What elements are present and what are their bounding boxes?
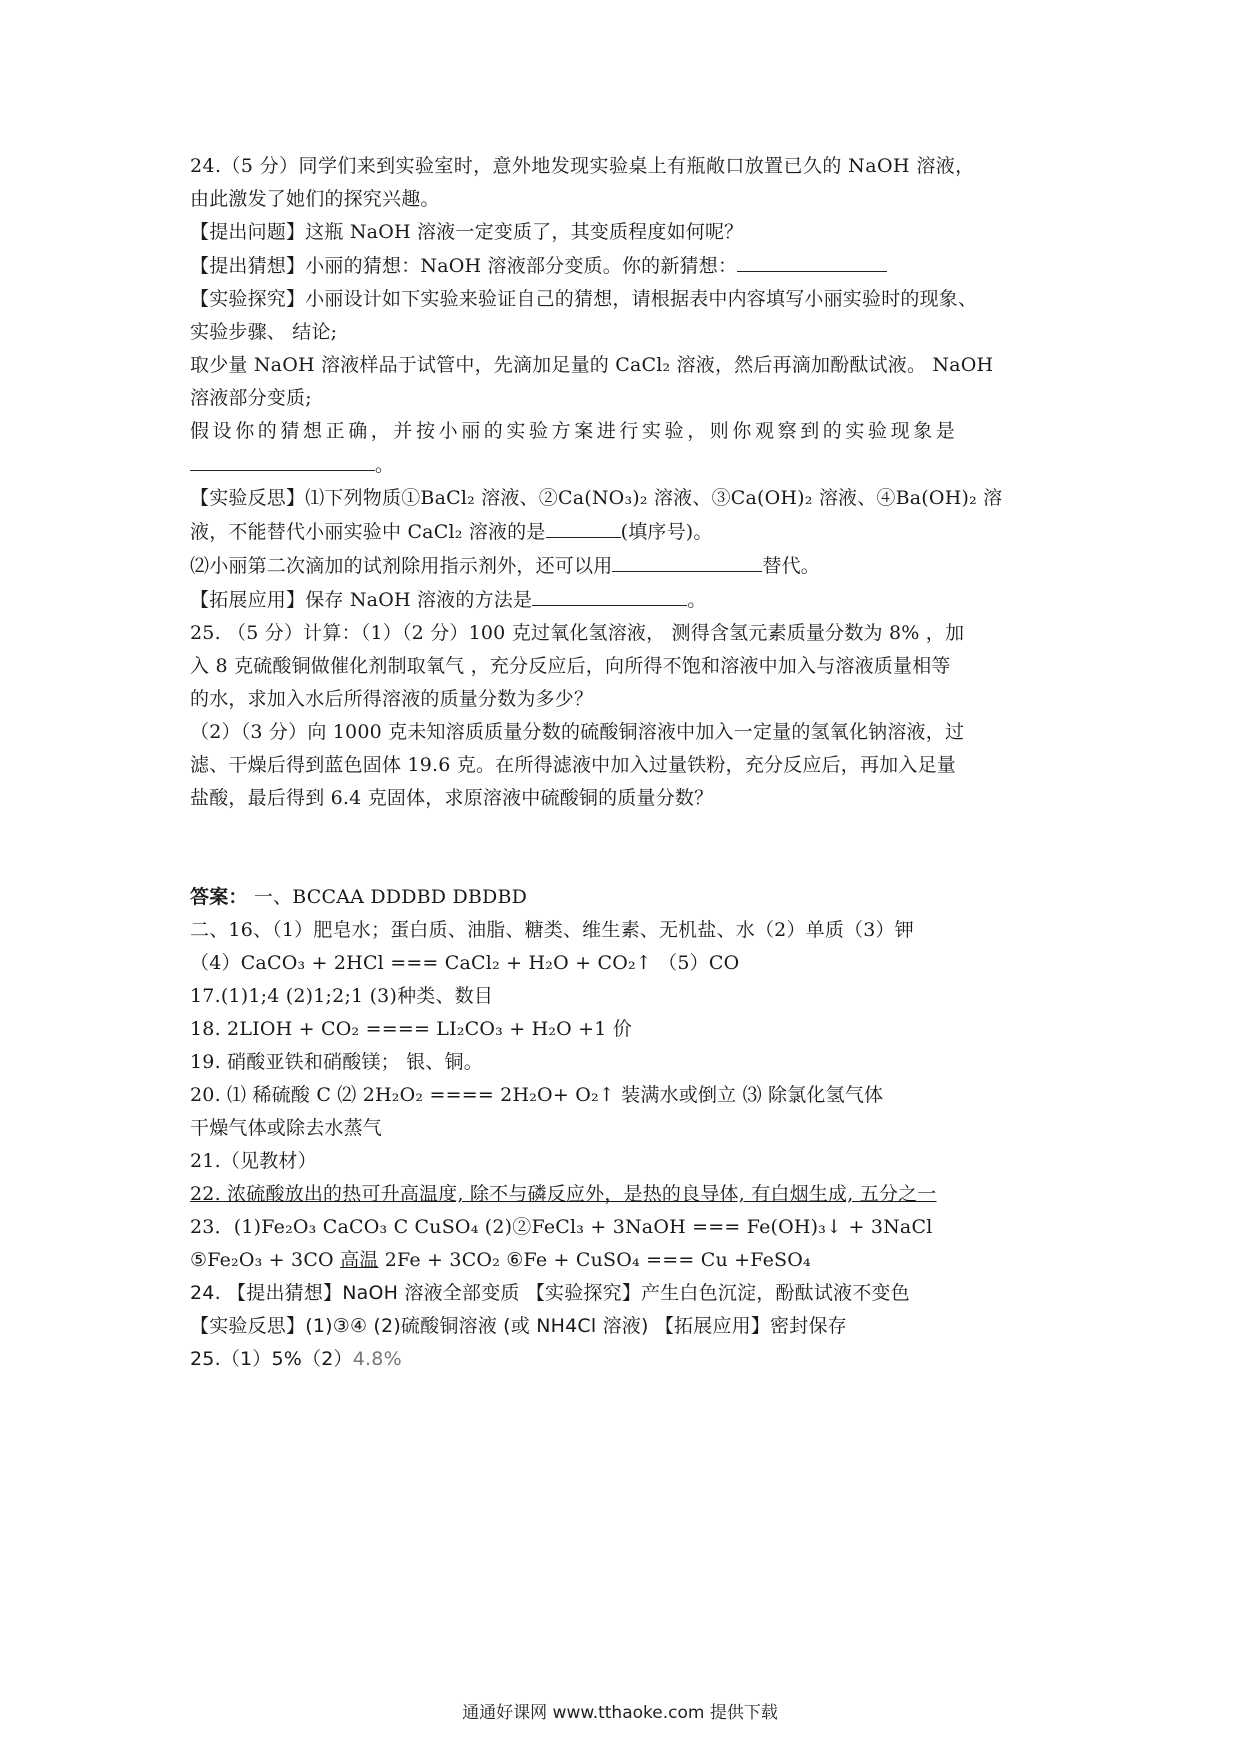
answer-text: 2Fe + 3CO₂ ⑥Fe + CuSO₄ === Cu +FeSO₄ [378,1249,811,1271]
answer-line: 19. 硝酸亚铁和硝酸镁； 银、铜。 [190,1051,483,1073]
answer-text: ⑤Fe₂O₃ + 3CO [190,1249,341,1271]
answer-line: 二、16、（1）肥皂水；蛋白质、油脂、糖类、维生素、无机盐、水（2）单质（3）钾 [190,919,914,941]
q25-line: 滤、干燥后得到蓝色固体 19.6 克。在所得滤液中加入过量铁粉，充分反应后，再加入足量 [190,754,956,776]
answer-line: 20. ⑴ 稀硫酸 C ⑵ 2H₂O₂ ==== 2H₂O+ O₂↑ 装满水或倒立 ⑶ 除氯化氢气体 [190,1084,884,1106]
q24-line: 24.（5 分）同学们来到实验室时，意外地发现实验桌上有瓶敞口放置已久的 NaOH 溶液， [190,155,975,177]
q24-text: 。 [375,454,395,476]
answer-blank[interactable] [532,583,687,606]
question-25 [190,617,1070,815]
q24-text: 【拓展应用】保存 NaOH 溶液的方法是 [190,589,533,611]
answer-line: 24. 【提出猜想】NaOH 溶液全部变质 【实验探究】产生白色沉淀，酚酞试液不变色 [190,1282,910,1304]
q24-line: 由此激发了她们的探究兴趣。 [190,188,440,210]
answer-line: 17.(1)1;4 (2)1;2;1 (3)种类、数目 [190,985,494,1007]
answer-text: 25.（1）5%（2） [190,1348,353,1370]
document-body [190,150,1070,1376]
q24-line: 取少量 NaOH 溶液样品于试管中，先滴加足量的 CaCl₂ 溶液，然后再滴加酚酞试液。 NaOH [190,354,994,376]
q24-line: 溶液部分变质; [190,387,312,409]
q24-line: 【提出问题】这瓶 NaOH 溶液一定变质了，其变质程度如何呢？ [190,221,744,243]
q24-line: 实验步骤、 结论; [190,321,338,343]
answer-line [190,1244,1070,1277]
answer-line [190,1343,1070,1376]
q24-line: 【实验探究】小丽设计如下实验来验证自己的猜想，请根据表中内容填写小丽实验时的现象、 [190,288,978,310]
q25-line: （2）（3 分）向 1000 克未知溶质质量分数的硫酸铜溶液中加入一定量的氢氧化钠溶液，过 [190,721,965,743]
q24-line [190,249,1070,283]
q25-line: 的水，求加入水后所得溶液的质量分数为多少？ [190,688,594,710]
answer-line: （4）CaCO₃ + 2HCl === CaCl₂ + H₂O + CO₂↑ （5）CO [190,952,740,974]
answer-blank[interactable] [190,448,375,471]
answer-section [190,881,1070,1376]
q24-text: 液，不能替代小丽实验中 CaCl₂ 溶液的是 [190,521,546,543]
question-24 [190,150,1070,617]
answer-line: 21.（见教材） [190,1150,317,1172]
answer-label: 答案： [190,886,248,908]
q24-line: 【实验反思】⑴下列物质①BaCl₂ 溶液、②Ca(NO₃)₂ 溶液、③Ca(OH)₂ 溶液、④Ba(OH)₂ 溶 [190,487,1003,509]
q24-line: 假设你的猜想正确，并按小丽的实验方案进行实验，则你观察到的实验现象是 [190,420,959,442]
answer-blank[interactable] [737,249,887,272]
answer-text: 4.8% [352,1348,402,1370]
answer-line: 23．(1)Fe₂O₃ CaCO₃ C CuSO₄ (2)②FeCl₃ + 3NaOH === Fe(OH)₃↓ + 3NaCl [190,1216,933,1238]
q24-line [190,583,1070,617]
answer-blank[interactable] [546,515,621,538]
q24-line [190,448,1070,482]
answer-line: 干燥气体或除去水蒸气 [190,1117,383,1139]
answer-line [190,881,1070,914]
q24-text: 。 [687,589,707,611]
answer-line: 22. 浓硫酸放出的热可升高温度, 除不与磷反应外，是热的良导体, 有白烟生成, 五分之一 [190,1183,937,1205]
reaction-condition: 高温 [340,1249,379,1271]
q24-line [190,549,1070,583]
answer-line: 【实验反思】(1)③④ (2)硫酸铜溶液 (或 NH4Cl 溶液) 【拓展应用】密封保存 [190,1315,847,1337]
answer-text: 一、BCCAA DDDBD DBDBD [247,886,528,908]
page-footer: 通通好课网 www.tthaoke.com 提供下载 [462,1703,778,1723]
q24-text: 替代。 [762,555,821,577]
q24-text: 【提出猜想】小丽的猜想：NaOH 溶液部分变质。你的新猜想： [190,255,738,277]
q24-text: (填序号)。 [620,521,713,543]
q24-text: ⑵小丽第二次滴加的试剂除用指示剂外，还可以用 [190,555,613,577]
q25-line: 入 8 克硫酸铜做催化剂制取氧气 ，充分反应后，向所得不饱和溶液中加入与溶液质量相等 [190,655,951,677]
q25-line: 盐酸，最后得到 6.4 克固体，求原溶液中硫酸铜的质量分数？ [190,787,714,809]
q25-line: 25. （5 分）计算：（1）（2 分）100 克过氧化氢溶液， 测得含氢元素质量分数为 8% ，加 [190,622,965,644]
answer-line: 18. 2LIOH + CO₂ ==== LI₂CO₃ + H₂O +1 价 [190,1018,633,1040]
q24-line [190,515,1070,549]
answer-blank[interactable] [612,549,762,572]
